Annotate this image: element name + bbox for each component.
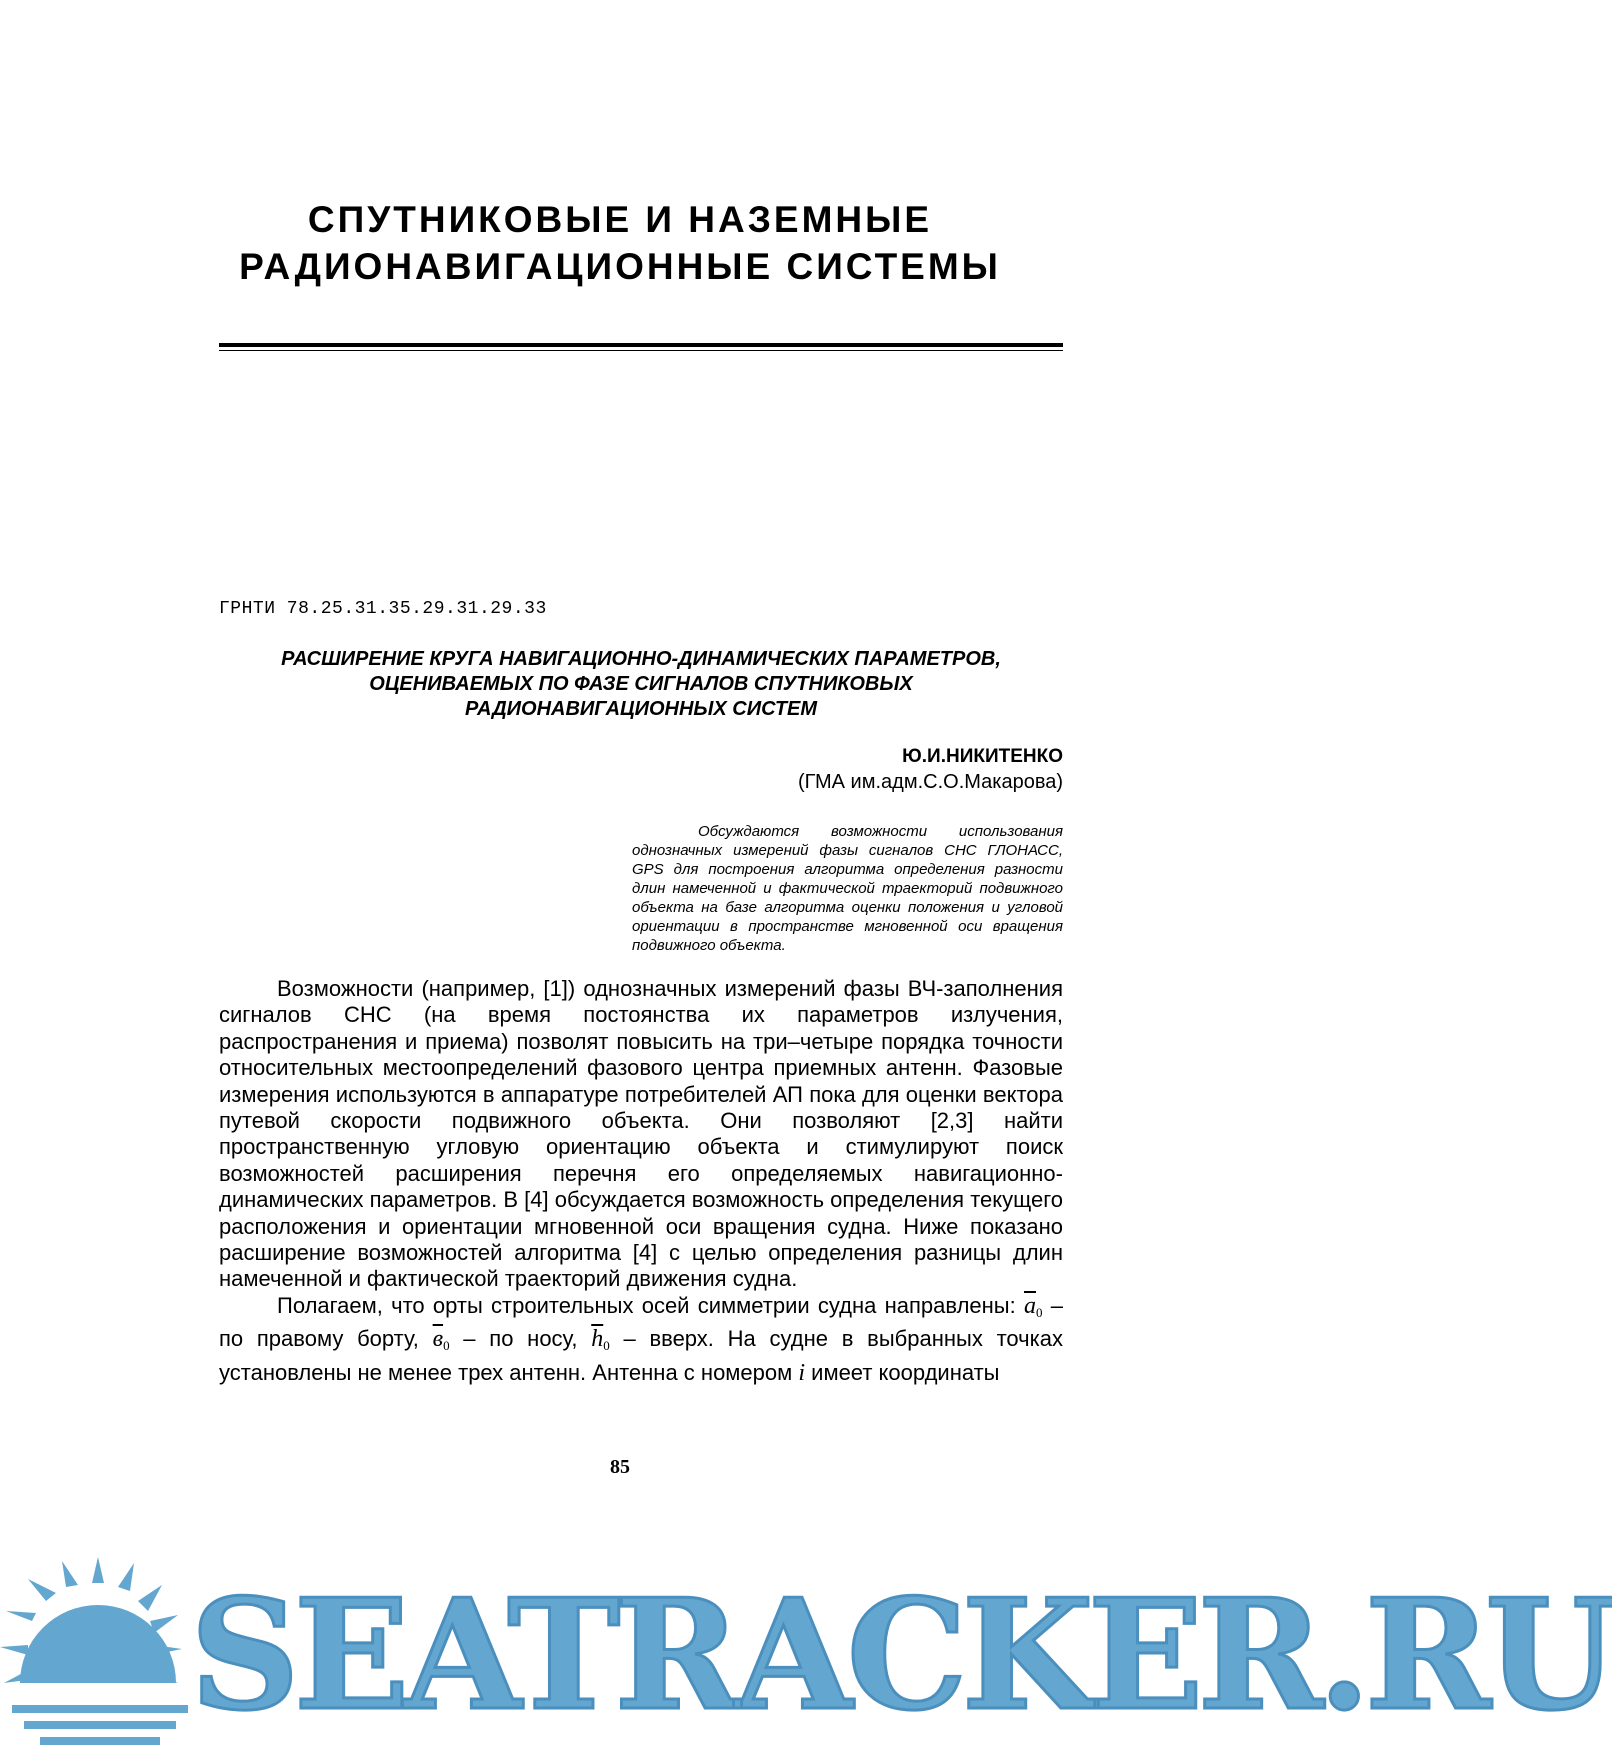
- text-b: – по носу,: [449, 1326, 592, 1352]
- author-affiliation: (ГМА им.адм.С.О.Макарова): [797, 771, 1063, 793]
- author-name: Ю.И.НИКИТЕНКО: [902, 746, 1063, 767]
- vector-h: $\overline{h}$: [591, 1326, 604, 1353]
- watermark-text: SEATRACKER.RU: [190, 1565, 1612, 1744]
- header-rule-thick: [219, 343, 1063, 347]
- watermark-logo: [0, 1555, 1612, 1754]
- variable-i: i: [798, 1359, 806, 1386]
- text-a: – по правому борту,: [219, 1292, 1063, 1352]
- paragraph-1: Возможности (например, [1]) однозначных измерений фазы ВЧ-заполнения сигналов СНС (на время постоянства их параметров излучения, распространения и приема) позволят повысить на три–четыре порядка точности относительных местоопределений фазового центра приемных антенн. Фазовые измерения используются в аппаратуре потребителей АП пока для оценки вектора путевой скорости подвижного объекта. Они позволяют [2,3] найти пространственную угловую ориентацию объекта и стимулируют поиск возможностей расширения перечня его определяемых навигационно-динамических параметров. В [4] обсуждается возможность определения текущего расположения и ориентации мгновенной оси вращения судна. Ниже показано расширение возможностей алгоритма [4] с целью определения разницы длин намеченной и фактической траекторий движения судна.: [219, 976, 1063, 1292]
- section-title: [0, 196, 1240, 290]
- section-title-line2: РАДИОНАВИГАЦИОННЫЕ СИСТЕМЫ: [239, 246, 1001, 287]
- article-title-line2: ОЦЕНИВАЕМЫХ ПО ФАЗЕ СИГНАЛОВ СПУТНИКОВЫХ: [369, 673, 913, 695]
- text-h: – вверх. На судне в выбранных точках установлены не менее трех антенн. Антенна с номером: [219, 1326, 1063, 1385]
- header-rule-thin: [219, 350, 1063, 351]
- section-title-line1: СПУТНИКОВЫЕ И НАЗЕМНЫЕ: [307, 199, 933, 240]
- page-number: 85: [610, 1456, 630, 1478]
- vector-a-subscript: 0: [1036, 1304, 1043, 1320]
- abstract: Обсуждаются возможности использования однозначных измерений фазы сигналов СНС ГЛОНАСС, GPS для построения алгоритма определения разности длин намеченной и фактической траекторий подвижного объекта на базе алгоритма оценки положения и угловой ориентации в пространстве мгновенной оси вращения подвижного объекта.: [632, 823, 1063, 954]
- article-title: [219, 647, 1063, 722]
- vector-a: $\overline{a}$: [1024, 1292, 1036, 1319]
- vector-b: в: [432, 1326, 444, 1353]
- paragraph-2: [219, 1293, 1063, 1386]
- grnti-code: ГРНТИ 78.25.31.35.29.31.29.33: [219, 599, 547, 619]
- article-title-line1: РАСШИРЕНИЕ КРУГА НАВИГАЦИОННО-ДИНАМИЧЕСКИХ ПАРАМЕТРОВ,: [281, 648, 1001, 670]
- sun-icon: [0, 1555, 200, 1754]
- text-end: имеет координаты: [805, 1359, 1000, 1385]
- paragraph-2-start: Полагаем, что орты строительных осей симметрии судна направлены:: [277, 1292, 1016, 1318]
- article-title-line3: РАДИОНАВИГАЦИОННЫХ СИСТЕМ: [464, 698, 818, 720]
- vector-b-subscript: 0: [443, 1338, 450, 1354]
- article-body: [219, 976, 1063, 1386]
- vector-h-subscript: 0: [603, 1338, 610, 1354]
